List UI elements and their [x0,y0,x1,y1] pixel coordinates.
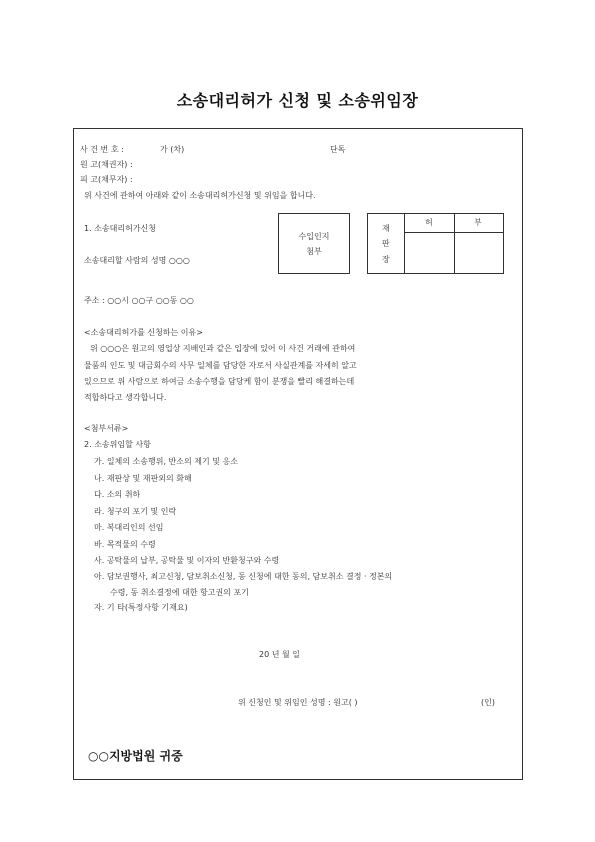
reason-line: 물품의 인도 및 대금회수의 사무 일체를 담당한 자로서 사실관계를 자세히 알고 [84,361,357,370]
ruling-table-divider-left [404,214,405,273]
delegation-item: 바. 목적물의 수령 [94,540,156,549]
judge-char-3: 장 [382,255,390,264]
agent-address: 주소 : ○○시 ○○구 ○○동 ○○ [84,296,194,305]
court-addressee: ○○지방법원 귀중 [88,749,183,763]
section1-heading: 1. 소송대리허가신청 [84,224,156,233]
stamp-box-line2: 첨부 [306,247,322,256]
delegation-item: 사. 공탁물의 납부, 공탁물 및 이자의 반환청구와 수령 [94,556,280,565]
judge-char-2: 판 [382,239,390,248]
signature-line: 위 신청인 및 위임인 성명 : 원고( ) [238,698,358,707]
ruling-header-deny: 부 [474,218,482,227]
delegation-item: 아. 담보권행사, 최고신청, 담보취소신청, 동 신청에 대한 동의, 담보취소 결정 · 정본의 [94,572,393,581]
reason-line: 있으므로 위 사람으로 하여금 소송수행을 담당케 함이 분쟁을 빨리 해결하는데 [84,377,355,386]
stamp-box-line1: 수입인지 [298,232,330,241]
delegation-item: 다. 소의 취하 [94,490,141,499]
ruling-table-divider-mid [454,214,455,273]
agent-name: 소송대리할 사람의 성명 ○○○ [84,256,190,265]
case-number-label: 사 건 번 호 : [80,145,124,154]
reason-heading: <소송대리허가를 신청하는 이유> [84,328,203,337]
seal-mark: (인) [481,698,495,707]
case-type: 단독 [330,145,346,154]
document-title: 소송대리허가 신청 및 소송위임장 [176,91,419,110]
judge-char-1: 재 [382,224,390,233]
plaintiff-label: 원 고(채권자) : [80,160,133,169]
judge-ruling-table [367,213,504,274]
reason-line: 적합하다고 생각합니다. [84,393,167,402]
defendant-label: 피 고(채무자) : [80,175,133,184]
form-frame [73,128,523,780]
revenue-stamp-box [278,213,350,274]
delegation-item-continued: 수령, 동 취소결정에 대한 항고권의 포기 [110,588,249,597]
delegation-item: 가. 일체의 소송행위, 반소의 제기 및 응소 [94,457,238,466]
delegation-item: 자. 기 타(특정사항 기재요) [94,603,188,612]
attachments-heading: <첨부서류> [84,424,129,433]
delegation-item: 나. 재판상 및 재판외의 화해 [94,474,192,483]
delegation-item: 라. 청구의 포기 및 인락 [94,507,177,516]
ruling-header-grant: 허 [425,218,433,227]
ruling-table-header-line [404,232,503,233]
section2-heading: 2. 소송위임할 사항 [84,440,151,449]
case-number-value: 가 (차) [160,145,185,154]
intro-text: 위 사건에 관하여 아래와 같이 소송대리허가신청 및 위임을 합니다. [84,191,316,200]
reason-line: 위 ○○○은 원고의 영업상 지배인과 같은 입장에 있어 이 사건 거래에 관하여 [90,344,356,353]
delegation-item: 마. 복대리인의 선임 [94,523,164,532]
application-date: 20 년 월 일 [259,650,300,659]
